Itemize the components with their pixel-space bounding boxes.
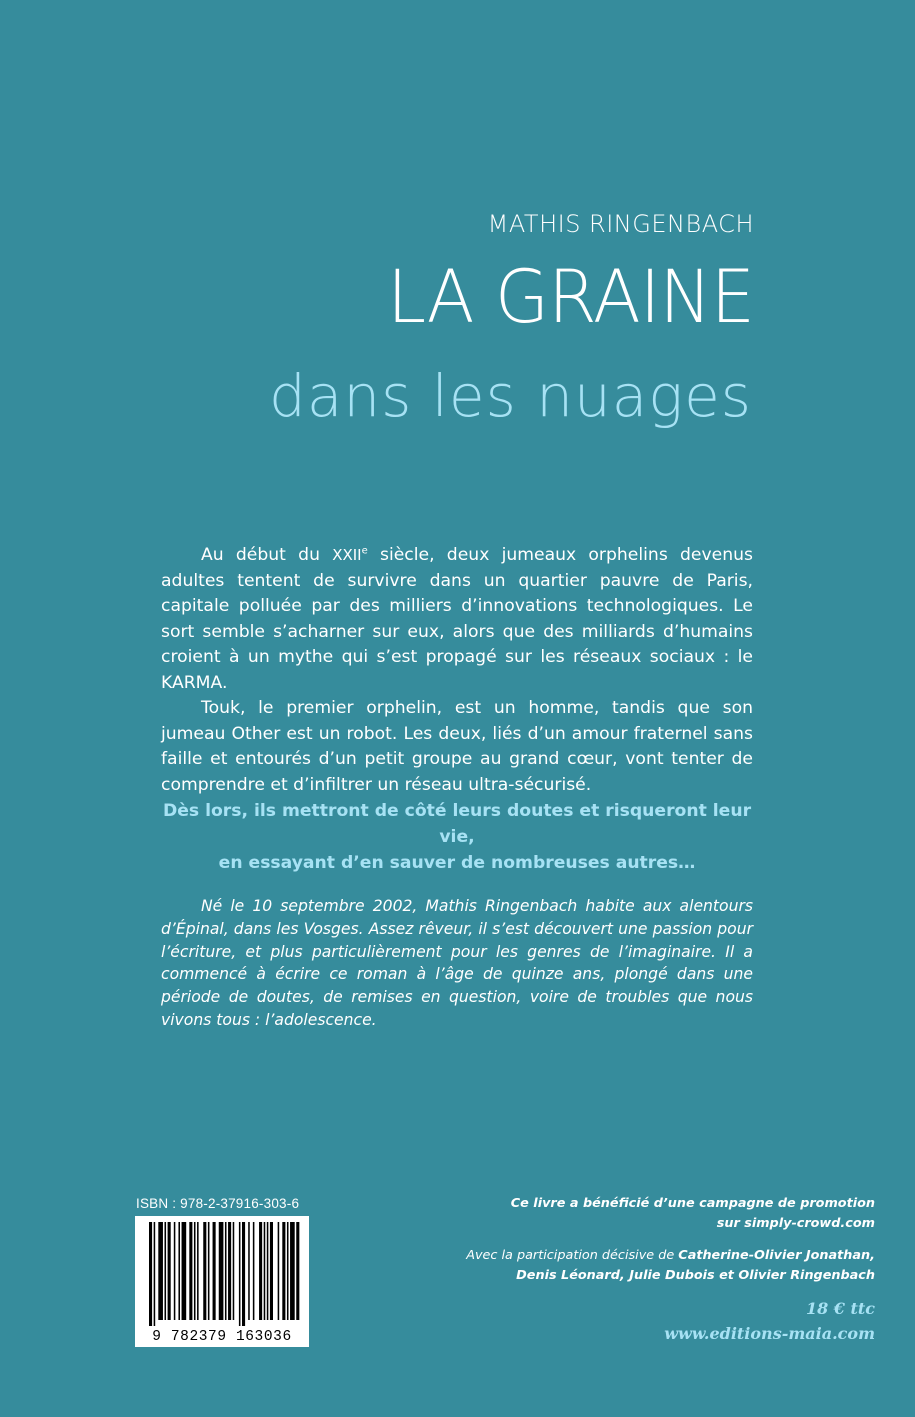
barcode-bar — [228, 1222, 231, 1320]
barcode-bar — [203, 1222, 206, 1320]
synopsis-text: siècle, deux jumeaux orphelins devenus adultes tentent de survivre dans un quartier pauvre de Paris, capitale polluée par des milliers d’innovations technologiques. Le sort semble s’acharner sur eux, alors que des milliards d’humains croient à un mythe qui s’est propagé sur les réseaux sociaux : le KARMA. — [161, 545, 753, 693]
barcode-bar — [213, 1222, 216, 1320]
barcode-bar — [174, 1222, 176, 1320]
barcode-bar — [278, 1222, 280, 1320]
barcode-bar — [282, 1222, 285, 1320]
barcode-bar — [154, 1222, 156, 1326]
barcode-bar — [197, 1222, 199, 1320]
barcode-digits: 9 782379 163036 — [152, 1329, 292, 1345]
barcode-bar — [219, 1222, 224, 1320]
barcode-bar — [264, 1222, 266, 1320]
barcode-bar — [233, 1222, 235, 1320]
barcode-bar — [158, 1222, 163, 1320]
author-bio-text: Né le 10 septembre 2002, Mathis Ringenbach habite aux alentours d’Épinal, dans les Vosges. Assez rêveur, il s’est découvert une passion pour l’écriture, et plus particulièrement pour les genres de l’imaginaire. Il a commencé à écrire ce roman à l’âge de quinze ans, plongé dans une période de doutes, de remises en question, voire de troubles que nous vivons tous : l’adolescence. — [161, 897, 753, 1029]
barcode-bar — [168, 1222, 171, 1320]
barcode-bar — [189, 1222, 192, 1320]
barcode-bar — [267, 1222, 269, 1320]
barcode-bar — [270, 1222, 273, 1320]
barcode-bar — [296, 1222, 299, 1320]
promo-line-1: Ce livre a bénéficié d’une campagne de promotion — [510, 1196, 875, 1211]
tagline-line-1: Dès lors, ils mettront de côté leurs doutes et risqueront leur vie, — [162, 801, 752, 847]
author-bio — [161, 895, 753, 1032]
isbn-barcode — [135, 1216, 309, 1347]
promo-names: Catherine-Olivier Jonathan, — [678, 1248, 875, 1263]
tagline-line-2: en essayant d’en sauver de nombreuses autres… — [218, 853, 696, 873]
barcode-bar — [253, 1222, 255, 1320]
promo-line-2: sur simply-crowd.com — [716, 1215, 875, 1231]
price: 18 € ttc — [805, 1299, 875, 1318]
barcode-bar — [287, 1222, 289, 1320]
publisher-website[interactable]: www.editions-maia.com — [664, 1324, 875, 1343]
century-superscript: e — [361, 545, 368, 557]
barcode-bar — [208, 1222, 210, 1320]
barcode-bar — [225, 1222, 227, 1320]
book-subtitle: dans les nuages — [269, 362, 752, 430]
century-numeral: XXII — [332, 546, 362, 564]
promotion-credits — [455, 1194, 875, 1285]
promo-prefix: Avec la participation décisive de — [466, 1248, 679, 1263]
barcode-bars — [135, 1216, 309, 1328]
synopsis-paragraph-1 — [161, 543, 753, 696]
synopsis-text: Au début du — [201, 545, 333, 565]
barcode-bar — [149, 1222, 152, 1326]
promo-line-4: Denis Léonard, Julie Dubois et Olivier Ringenbach — [516, 1267, 875, 1283]
isbn-label: ISBN : 978-2-37916-303-6 — [136, 1196, 300, 1211]
synopsis-paragraph-2: Touk, le premier orphelin, est un homme, tandis que son jumeau Other est un robot. Les deux, liés d’un amour fraternel sans faille et entourés d’un petit groupe au grand cœur, vont tenter de comprendre et d’infiltrer un réseau ultra-sécurisé. — [161, 698, 753, 795]
tagline — [161, 798, 753, 876]
barcode-bar — [259, 1222, 262, 1320]
barcode-bar — [248, 1222, 250, 1320]
barcode-bar — [194, 1222, 196, 1320]
promo-line-3 — [455, 1246, 875, 1266]
barcode-bar — [290, 1222, 295, 1320]
barcode-bar — [165, 1222, 167, 1320]
barcode-bar — [178, 1222, 180, 1320]
author-name: MATHIS RINGENBACH — [487, 210, 754, 238]
book-title: LA GRAINE — [387, 253, 754, 341]
barcode-bar — [182, 1222, 187, 1320]
barcode-bar — [242, 1222, 245, 1326]
synopsis — [161, 543, 753, 798]
barcode-bar — [239, 1222, 241, 1326]
